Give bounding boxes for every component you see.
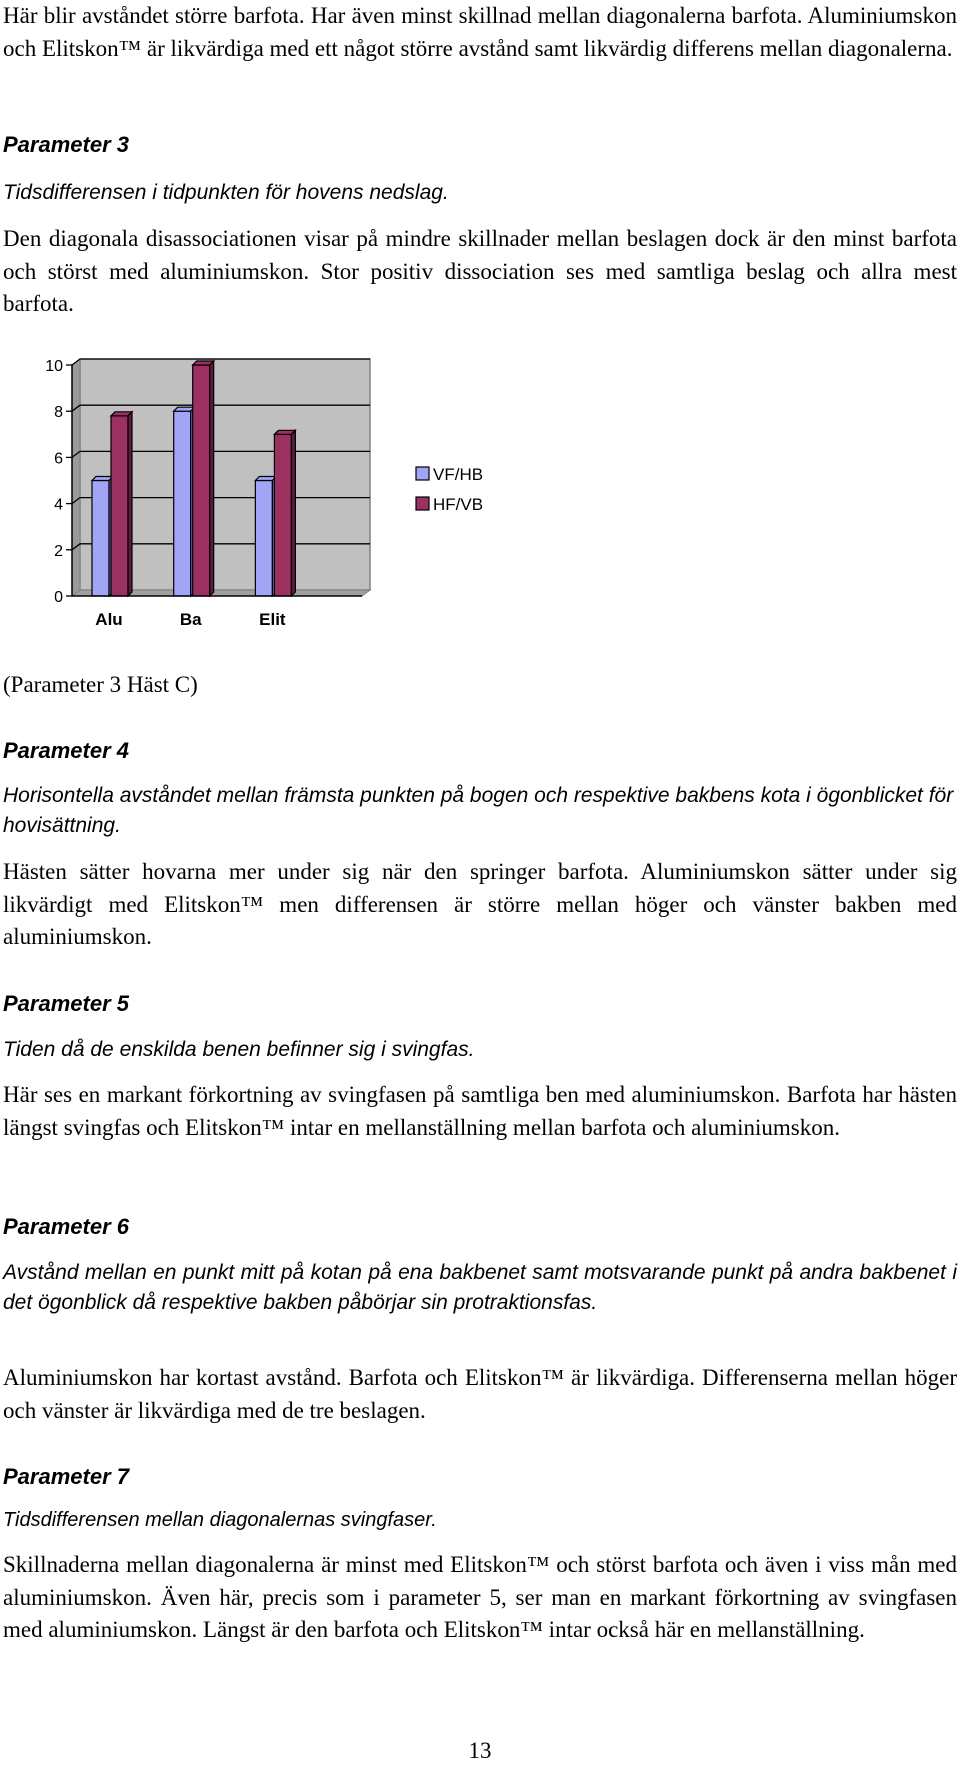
parameter-3-subtitle: Tidsdifferensen i tidpunkten för hovens nedslag. — [3, 181, 449, 204]
bar-hf-vb-elit — [274, 434, 291, 596]
parameter-4-subtitle: Horisontella avståndet mellan främsta punkten på bogen och respektive bakbens kota i ögonblicket för hovisättning. — [3, 784, 954, 837]
legend-label: HF/VB — [433, 495, 484, 514]
bar-side-face — [210, 361, 214, 596]
page-number: 13 — [468, 1738, 492, 1763]
parameter-4-body: Hästen sätter hovarna mer under sig när den springer barfota. Aluminiumskon sätter under sig likvärdigt med Elitskon™ men differensen är större mellan höger och vänster bakben med aluminiumskon. — [3, 859, 957, 949]
parameter-7-heading: Parameter 7 — [3, 1464, 129, 1489]
chart-y-tick-label: 0 — [54, 589, 63, 606]
parameter-3-heading: Parameter 3 — [3, 132, 129, 157]
parameter-7-subtitle: Tidsdifferensen mellan diagonalernas svingfaser. — [3, 1509, 437, 1531]
legend-swatch — [416, 467, 429, 480]
bar-vf-hb-ba — [174, 411, 191, 596]
parameter-3-body: Den diagonala disassociationen visar på mindre skillnader mellan beslagen dock är den minst barfota och störst med aluminiumskon. Stor positiv dissociation ses med samtliga beslag och allra mest barfota. — [3, 226, 957, 316]
legend-swatch — [416, 497, 429, 510]
parameter-6-heading: Parameter 6 — [3, 1214, 129, 1239]
chart-y-tick-label: 8 — [54, 404, 63, 422]
bar-hf-vb-alu — [111, 416, 128, 596]
legend-label: VF/HB — [433, 465, 484, 484]
bar-vf-hb-elit — [255, 481, 272, 597]
bar-side-face — [128, 412, 132, 596]
chart-y-tick-label: 6 — [54, 450, 63, 468]
chart-caption: (Parameter 3 Häst C) — [3, 672, 198, 697]
intro-paragraph: Här blir avståndet större barfota. Har även minst skillnad mellan diagonalerna barfota. Aluminiumskon och Elitskon™ är likvärdiga med ett något större avstånd samt likvärdig differens mellan diagonalerna. — [3, 3, 957, 61]
parameter-5-heading: Parameter 5 — [3, 991, 129, 1016]
chart-legend — [416, 465, 483, 514]
parameter-4-heading: Parameter 4 — [3, 738, 129, 763]
bar-hf-vb-ba — [193, 365, 210, 596]
chart-side-wall — [72, 359, 80, 596]
parameter-6-body: Aluminiumskon har kortast avstånd. Barfota och Elitskon™ är likvärdiga. Differenserna mellan höger och vänster är likvärdiga med de tre beslagen. — [3, 1365, 957, 1423]
bar-side-face — [291, 430, 295, 596]
parameter-5-subtitle: Tiden då de enskilda benen befinner sig i svingfas. — [3, 1038, 475, 1061]
parameter-7-body: Skillnaderna mellan diagonalerna är minst med Elitskon™ och störst barfota och även i viss mån med aluminiumskon. Även här, precis som i parameter 5, ser man en markant förkortning av svingfasen med aluminiumskon. Längst är den barfota och Elitskon™ intar också här en mellanställning. — [3, 1552, 957, 1642]
chart-x-tick-label: Elit — [259, 610, 286, 629]
bar-vf-hb-alu — [92, 481, 109, 597]
chart-x-axis — [72, 596, 362, 629]
chart-y-tick-label: 4 — [54, 496, 63, 514]
chart-x-tick-label: Alu — [95, 610, 123, 629]
parameter-5-body: Här ses en markant förkortning av svingfasen på samtliga ben med aluminiumskon. Barfota har hästen längst svingfas och Elitskon™ intar en mellanställning mellan barfota och aluminiumskon. — [3, 1082, 957, 1140]
parameter-6-subtitle: Avstånd mellan en punkt mitt på kotan på ena bakbenet samt motsvarande punkt på andra bakbenet i det ögonblick då respektive bakben påbörjar sin protraktionsfas. — [3, 1261, 957, 1314]
chart-y-axis — [45, 358, 72, 606]
chart-x-tick-label: Ba — [179, 610, 202, 629]
chart-y-tick-label: 10 — [45, 358, 63, 375]
chart-y-tick-label: 2 — [54, 542, 63, 560]
bar-chart — [0, 350, 520, 640]
